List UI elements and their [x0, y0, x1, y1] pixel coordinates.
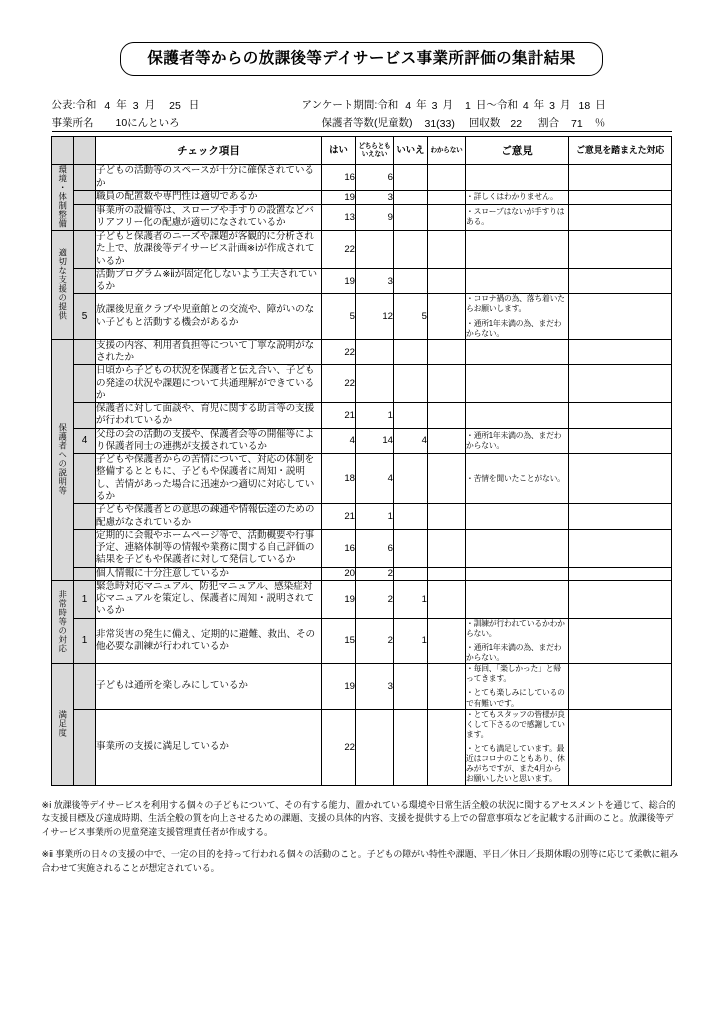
response-cell	[569, 204, 672, 230]
guardians-label: 保護者等数(児童数)	[321, 117, 413, 130]
comment-text: ・通所1年未満の為、まだわからない。	[466, 430, 562, 450]
row-number	[74, 204, 96, 230]
table-header-row	[52, 137, 672, 165]
response-cell	[569, 339, 672, 365]
row-number	[74, 454, 96, 504]
survey-start-day-unit: 日	[475, 99, 487, 112]
evaluation-table	[51, 136, 672, 785]
comment-text: ・コロナ禍の為、落ち着いたらお願いします。	[466, 294, 565, 314]
answer-neither: 3	[356, 268, 394, 294]
answer-neither: 2	[356, 567, 394, 580]
survey-start-month-unit: 月	[442, 99, 453, 112]
answer-no	[394, 529, 428, 567]
comment-cell	[466, 365, 569, 403]
comment-cell	[466, 339, 569, 365]
answer-yes: 16	[322, 165, 356, 191]
statistics-underline	[322, 115, 672, 132]
comment-cell	[466, 204, 569, 230]
publish-month-unit: 月	[144, 99, 156, 112]
footnote-text: 放課後等デイサービスを利用する個々の子どもについて、その有する能力、置かれている環境や日常生活全般の状況に関するアセスメントを通じて、総合的な支援目標及び達成時期、生活全般の質を向上させるための課題、支援の具体的内容、支援を提供する上での留意事項などを記載する計画のこと。放課後等デイサービス事業所の児童発達支援管理責任者が作成する。	[41, 799, 676, 837]
answer-no	[394, 567, 428, 580]
answer-unknown	[428, 230, 466, 268]
header-unknown: わからない	[428, 137, 466, 165]
table-row	[52, 428, 672, 454]
answer-neither: 2	[356, 618, 394, 664]
comment-cell	[466, 709, 569, 785]
header-category	[52, 137, 74, 165]
row-number	[74, 403, 96, 429]
check-item-text: 子どもの活動等のスペースが十分に確保されているか	[96, 165, 322, 191]
answer-neither: 9	[356, 204, 394, 230]
answer-neither: 6	[356, 165, 394, 191]
answer-unknown	[428, 529, 466, 567]
comment-cell	[466, 504, 569, 530]
row-number	[74, 365, 96, 403]
answer-unknown	[428, 580, 466, 618]
answer-neither: 2	[356, 580, 394, 618]
answer-unknown	[428, 268, 466, 294]
survey-end-month-unit: 月	[560, 99, 571, 112]
response-cell	[569, 504, 672, 530]
footnotes	[42, 799, 682, 876]
answer-no: 1	[394, 580, 428, 618]
survey-end-year: 4	[522, 100, 529, 113]
answer-no: 4	[394, 428, 428, 454]
row-number	[74, 230, 96, 268]
answer-unknown	[428, 454, 466, 504]
publish-year-unit: 年	[116, 99, 127, 112]
answer-unknown	[428, 664, 466, 710]
comment-text: ・毎回、「楽しかった」と帰ってきます。	[466, 664, 561, 684]
comment-cell	[466, 294, 569, 340]
comment-cell	[466, 428, 569, 454]
answer-unknown	[428, 191, 466, 205]
guardians-value: 31(33)	[424, 118, 455, 131]
footnote	[42, 848, 682, 875]
table-row	[52, 191, 672, 205]
response-cell	[569, 529, 672, 567]
check-item-text: 非常災害の発生に備え、定期的に避難、救出、その他必要な訓練が行われているか	[96, 618, 322, 664]
survey-start-day: 1	[464, 100, 471, 113]
check-item-text: 個人情報に十分注意しているか	[96, 567, 322, 580]
comment-cell	[466, 165, 569, 191]
answer-yes: 16	[322, 529, 356, 567]
row-number: 4	[74, 428, 96, 454]
comment-text: ・とてもスタッフの皆様が良くして下さるので感謝しています。	[466, 709, 565, 739]
comment-cell	[466, 618, 569, 664]
check-item-text: 活動プログラム※ⅱが固定化しないよう工夫されているか	[96, 268, 322, 294]
publish-year-value: 4	[104, 100, 111, 113]
table-row	[52, 618, 672, 664]
rate-unit: ％	[594, 117, 606, 130]
check-item-text: 子どもや保護者との意思の疎通や情報伝達のための配慮がなされているか	[96, 504, 322, 530]
answer-yes: 19	[322, 268, 356, 294]
answer-unknown	[428, 504, 466, 530]
header-comment: ご意見	[466, 137, 569, 165]
category-label: 環境・体制整備	[57, 165, 68, 228]
answer-no	[394, 339, 428, 365]
answer-neither	[356, 709, 394, 785]
response-cell	[569, 664, 672, 710]
category-label: 保護者への説明等	[57, 422, 68, 495]
response-cell	[569, 618, 672, 664]
table-row	[52, 294, 672, 340]
header-response: ご意見を踏まえた対応	[569, 137, 672, 165]
check-item-text: 支援の内容、利用者負担等について丁寧な説明がなされたか	[96, 339, 322, 365]
table-row	[52, 204, 672, 230]
answer-unknown	[428, 567, 466, 580]
response-cell	[569, 454, 672, 504]
collected-value: 22	[510, 118, 523, 131]
answer-no	[394, 454, 428, 504]
answer-no	[394, 204, 428, 230]
table-row	[52, 454, 672, 504]
comment-text: ・とても満足しています。最近はコロナのこともあり、休みがちですが、また4月からお願いしたいと思います。	[466, 744, 565, 784]
table-row	[52, 165, 672, 191]
check-item-text: 事業所の設備等は、スロープや手すりの設置などバリアフリー化の配慮が適切になされているか	[96, 204, 322, 230]
response-cell	[569, 268, 672, 294]
answer-no	[394, 365, 428, 403]
category-cell	[52, 165, 74, 231]
check-item-text: 日頃から子どもの状況を保護者と伝え合い、子どもの発達の状況や課題について共通理解ができているか	[96, 365, 322, 403]
table-row	[52, 664, 672, 710]
table-body	[52, 165, 672, 785]
answer-neither	[356, 365, 394, 403]
answer-yes: 18	[322, 454, 356, 504]
response-cell	[569, 230, 672, 268]
table-row	[52, 365, 672, 403]
answer-no	[394, 268, 428, 294]
table-row	[52, 339, 672, 365]
comment-text: ・スロープはないが手すりはある。	[466, 207, 565, 227]
answer-unknown	[428, 204, 466, 230]
answer-neither: 3	[356, 191, 394, 205]
comment-cell	[466, 580, 569, 618]
row-number	[74, 664, 96, 710]
answer-neither: 3	[356, 664, 394, 710]
response-cell	[569, 428, 672, 454]
answer-yes: 22	[322, 365, 356, 403]
publish-date-group	[52, 97, 302, 112]
check-item-text: 子どもと保護者のニーズや課題が客観的に分析された上で、放課後等デイサービス計画※ⅰが作成されているか	[96, 230, 322, 268]
comment-cell	[466, 403, 569, 429]
survey-start-year: 4	[405, 100, 412, 113]
answer-no: 5	[394, 294, 428, 340]
table-row	[52, 268, 672, 294]
comment-cell	[466, 664, 569, 710]
answer-yes: 4	[322, 428, 356, 454]
answer-neither	[356, 339, 394, 365]
category-cell	[52, 580, 74, 663]
header-number	[74, 137, 96, 165]
answer-unknown	[428, 618, 466, 664]
answer-neither: 14	[356, 428, 394, 454]
table-row	[52, 567, 672, 580]
footnote-marker: ※ⅰ	[41, 799, 54, 810]
category-label: 適切な支援の提供	[57, 247, 68, 320]
collected-label: 回収数	[468, 117, 501, 130]
row-number: 1	[74, 618, 96, 664]
answer-unknown	[428, 294, 466, 340]
row-number	[74, 268, 96, 294]
answer-no	[394, 709, 428, 785]
row-number	[74, 567, 96, 580]
answer-yes: 13	[322, 204, 356, 230]
table-row	[52, 529, 672, 567]
row-number	[74, 529, 96, 567]
answer-yes: 15	[322, 618, 356, 664]
comment-cell	[466, 268, 569, 294]
table-row	[52, 403, 672, 429]
check-item-text: 職員の配置数や専門性は適切であるか	[96, 191, 322, 205]
response-cell	[569, 709, 672, 785]
meta-row-dates	[52, 94, 672, 112]
answer-yes: 19	[322, 664, 356, 710]
answer-unknown	[428, 365, 466, 403]
response-cell	[569, 294, 672, 340]
check-item-text: 子どもは通所を楽しみにしているか	[96, 664, 322, 710]
row-number: 5	[74, 294, 96, 340]
comment-text: ・通所1年未満の為、まだわからない。	[466, 642, 562, 663]
answer-yes: 21	[322, 504, 356, 530]
answer-no	[394, 504, 428, 530]
answer-neither	[356, 230, 394, 268]
answer-no: 1	[394, 618, 428, 664]
answer-neither: 4	[356, 454, 394, 504]
answer-yes: 22	[322, 339, 356, 365]
answer-no	[394, 191, 428, 205]
row-number	[74, 504, 96, 530]
comment-cell	[466, 454, 569, 504]
table-row	[52, 709, 672, 785]
comment-text: ・訓練が行われているかわからない。	[466, 618, 565, 638]
response-cell	[569, 191, 672, 205]
answer-neither: 12	[356, 294, 394, 340]
answer-no	[394, 165, 428, 191]
meta-row-facility	[52, 112, 672, 132]
rate-label: 割合	[538, 117, 560, 130]
facility-label: 事業所名	[52, 115, 94, 132]
survey-period-label: アンケート期間:令和	[301, 99, 399, 112]
answer-yes: 22	[322, 709, 356, 785]
answer-unknown	[428, 339, 466, 365]
answer-neither: 6	[356, 529, 394, 567]
comment-cell	[466, 529, 569, 567]
survey-start-year-unit: 年	[416, 99, 427, 112]
response-cell	[569, 403, 672, 429]
publish-date-label: 公表:令和	[51, 99, 97, 112]
comment-cell	[466, 567, 569, 580]
comment-text: ・詳しくはわかりません。	[466, 192, 558, 202]
answer-yes: 19	[322, 580, 356, 618]
comment-cell	[466, 191, 569, 205]
header-neither: どちらともいえない	[356, 137, 394, 165]
answer-neither: 1	[356, 504, 394, 530]
header-check-item: チェック項目	[96, 137, 322, 165]
table-row	[52, 504, 672, 530]
category-cell	[52, 230, 74, 339]
title-container	[0, 0, 723, 76]
comment-text: ・とても楽しみにしているので有難いです。	[466, 688, 565, 708]
check-item-text: 定期的に会報やホームページ等で、活動概要や行事予定、連絡体制等の情報や業務に関する自己評価の結果を子どもや保護者に対して発信しているか	[96, 529, 322, 567]
answer-yes: 20	[322, 567, 356, 580]
comment-cell	[466, 230, 569, 268]
facility-group	[52, 115, 322, 132]
answer-unknown	[428, 403, 466, 429]
survey-end-month: 3	[549, 100, 556, 113]
check-item-text: 父母の会の活動の支援や、保護者会等の開催等により保護者同士の連携が支援されているか	[96, 428, 322, 454]
check-item-text: 保護者に対して面談や、育児に関する助言等の支援が行われているか	[96, 403, 322, 429]
survey-end-day-unit: 日	[595, 99, 606, 112]
response-cell	[569, 567, 672, 580]
page-title: 保護者等からの放課後等デイサービス事業所評価の集計結果	[120, 42, 602, 76]
row-number	[74, 191, 96, 205]
check-item-text: 緊急時対応マニュアル、防犯マニュアル、感染症対応マニュアルを策定し、保護者に周知・説明されているか	[96, 580, 322, 618]
row-number: 1	[74, 580, 96, 618]
survey-period-group	[302, 97, 672, 112]
rate-value: 71	[571, 118, 583, 131]
answer-unknown	[428, 428, 466, 454]
check-item-text: 子どもや保護者からの苦情について、対応の体制を整備するとともに、子どもや保護者に周知・説明し、苦情があった場合に迅速かつ適切に対応しているか	[96, 454, 322, 504]
response-cell	[569, 580, 672, 618]
survey-end-year-unit: 年	[533, 99, 545, 112]
answer-no	[394, 664, 428, 710]
survey-start-month: 3	[431, 100, 438, 113]
category-label: 非常時等の対応	[57, 589, 68, 653]
statistics-group	[322, 115, 672, 132]
answer-yes: 22	[322, 230, 356, 268]
header-no: いいえ	[394, 137, 428, 165]
comment-text: ・通所1年未満の為、まだわからない。	[466, 318, 562, 338]
response-cell	[569, 365, 672, 403]
facility-name-value: 10にんといろ	[94, 115, 322, 132]
publish-month-value: 3	[132, 100, 139, 113]
response-cell	[569, 165, 672, 191]
answer-no	[394, 230, 428, 268]
meta-header	[52, 76, 672, 132]
table-row	[52, 580, 672, 618]
category-label: 満足度	[57, 709, 68, 737]
footnote-text: 事業所の日々の支援の中で、一定の目的を持って行われる個々の活動のこと。子どもの障がい特性や課題、平日／休日／長期休暇の別等に応じて柔軟に組み合わせて実施されることが想定されている。	[41, 849, 679, 873]
publish-day-value: 25	[169, 100, 181, 113]
category-cell	[52, 339, 74, 580]
row-number	[74, 709, 96, 785]
publish-day-unit: 日	[188, 99, 200, 112]
check-item-text: 事業所の支援に満足しているか	[96, 709, 322, 785]
answer-yes: 5	[322, 294, 356, 340]
answer-unknown	[428, 165, 466, 191]
header-yes: はい	[322, 137, 356, 165]
footnote	[42, 799, 682, 840]
answer-no	[394, 403, 428, 429]
footnote-marker: ※ⅱ	[41, 849, 56, 860]
row-number	[74, 165, 96, 191]
answer-neither: 1	[356, 403, 394, 429]
comment-text: ・苦情を聞いたことがない。	[466, 473, 565, 483]
answer-yes: 21	[322, 403, 356, 429]
survey-end-day: 18	[578, 100, 591, 113]
table-header	[52, 137, 672, 165]
row-number	[74, 339, 96, 365]
answer-unknown	[428, 709, 466, 785]
check-item-text: 放課後児童クラブや児童館との交流や、障がいのない子どもと活動する機会があるか	[96, 294, 322, 340]
category-cell	[52, 664, 74, 785]
survey-range-mark: ～令和	[486, 99, 518, 112]
answer-yes: 19	[322, 191, 356, 205]
table-row	[52, 230, 672, 268]
